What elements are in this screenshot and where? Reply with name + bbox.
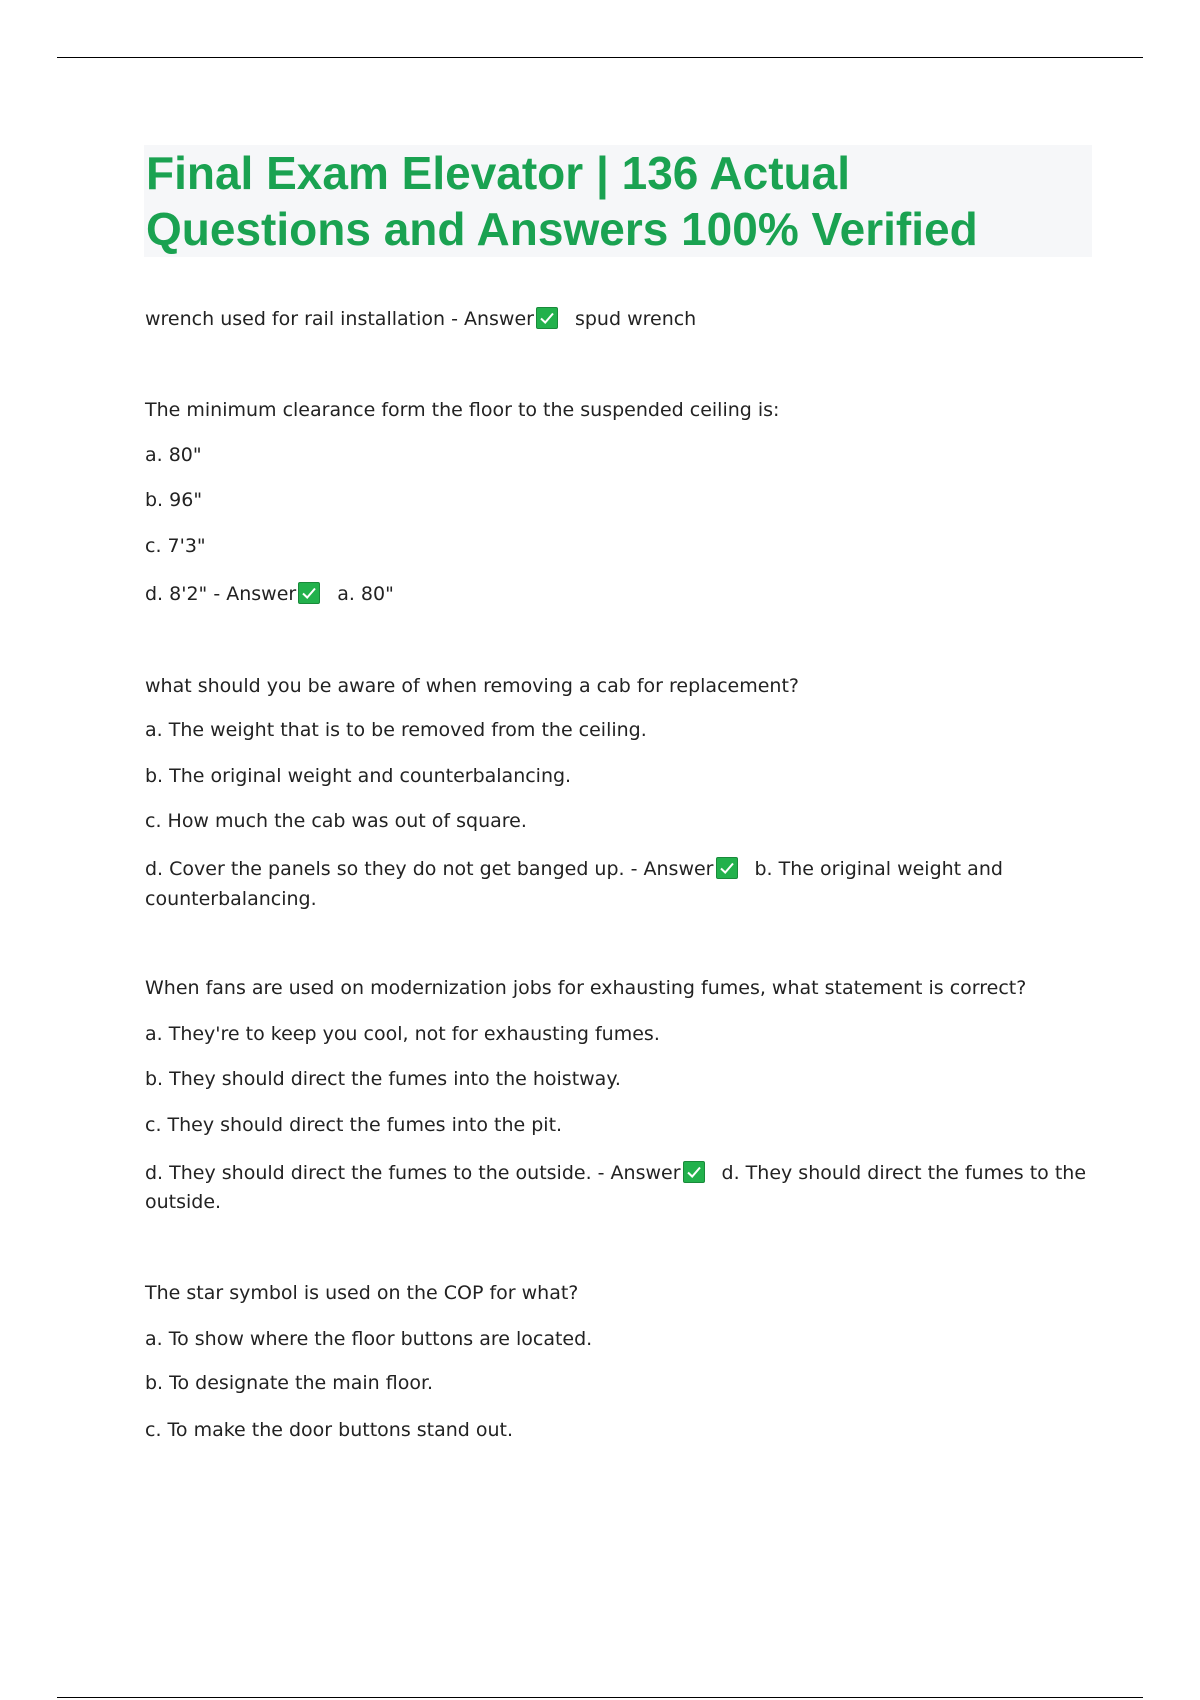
title-line-2: Questions and Answers 100% Verified [146,203,978,255]
qa-3-answer-line [145,854,1075,884]
qa-4-answer: d. They should direct the fumes to the [721,1162,1087,1184]
qa-2-option-b: b. 96" [145,489,203,511]
qa-2-option-d: d. 8'2" - Answer [145,583,297,605]
qa-4-option-b: b. They should direct the fumes into the hoistway. [145,1068,621,1090]
qa-3-option-b: b. The original weight and counterbalancing. [145,765,572,787]
qa-5-option-c: c. To make the door buttons stand out. [145,1419,514,1441]
qa-4-question: When fans are used on modernization jobs for exhausting fumes, what statement is correct? [145,977,1027,999]
check-mark-icon [536,307,558,329]
qa-2-answer: a. 80" [337,583,394,605]
qa-3-answer-cont: counterbalancing. [145,888,317,910]
qa-3-option-c: c. How much the cab was out of square. [145,810,527,832]
qa-5-option-b: b. To designate the main floor. [145,1372,434,1394]
check-mark-icon [716,857,738,879]
footer-rule [57,1697,1143,1698]
check-mark-icon [683,1161,705,1183]
qa-4-answer-line [145,1158,1087,1188]
qa-4-option-a: a. They're to keep you cool, not for exhausting fumes. [145,1023,660,1045]
qa-2-option-a: a. 80" [145,444,202,466]
header-rule [57,57,1143,58]
qa-1-answer: spud wrench [574,308,697,330]
qa-3-option-a: a. The weight that is to be removed from the ceiling. [145,719,647,741]
qa-5-question: The star symbol is used on the COP for what? [145,1282,579,1304]
qa-3-option-d: d. Cover the panels so they do not get banged up. - Answer [145,858,714,880]
qa-4-option-c: c. They should direct the fumes into the pit. [145,1114,563,1136]
qa-4-option-d: d. They should direct the fumes to the outside. - Answer [145,1162,681,1184]
qa-1-answer-line [145,304,1075,334]
qa-2-option-c: c. 7'3" [145,535,206,557]
qa-5-option-a: a. To show where the floor buttons are located. [145,1328,593,1350]
qa-1-prefix: wrench used for rail installation - Answer [145,308,534,330]
qa-4-answer-cont: outside. [145,1191,222,1213]
title-line-1: Final Exam Elevator | 136 Actual [146,147,851,199]
qa-2-answer-line [145,579,1075,609]
qa-2-question: The minimum clearance form the floor to the suspended ceiling is: [145,399,780,421]
check-mark-icon [298,582,320,604]
qa-3-question: what should you be aware of when removing a cab for replacement? [145,675,799,697]
document-title [144,145,1092,257]
qa-3-answer: b. The original weight and [754,858,1003,880]
